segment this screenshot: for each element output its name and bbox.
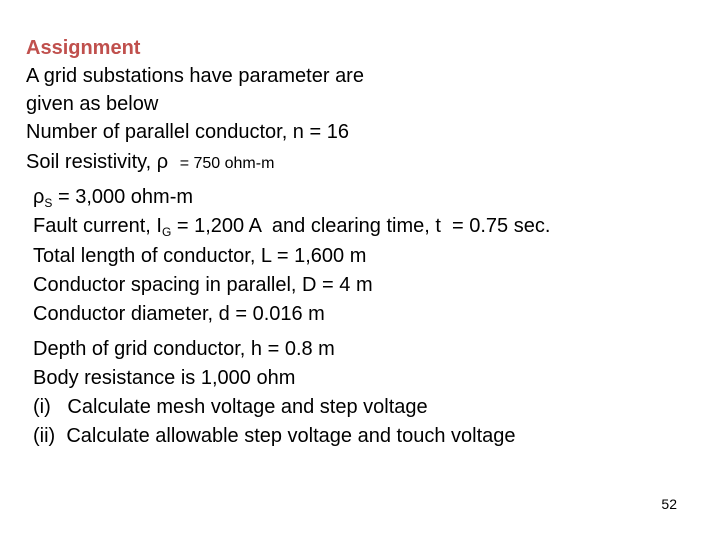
fault-current-subscript: G: [161, 225, 172, 239]
grid-depth-line: Depth of grid conductor, h = 0.8 m: [33, 338, 335, 360]
rho-subscript: S: [44, 196, 53, 210]
intro-line-1: A grid substations have parameter are: [26, 65, 364, 87]
surface-resistivity-line: [33, 185, 193, 211]
surface-resistivity-value: = 3,000 ohm-m: [57, 186, 194, 208]
conductor-spacing-line: Conductor spacing in parallel, D = 4 m: [33, 274, 373, 296]
conductor-count-line: Number of parallel conductor, n = 16: [26, 121, 349, 143]
total-length-line: Total length of conductor, L = 1,600 m: [33, 245, 367, 267]
fault-current-prefix: Fault current, I: [33, 215, 162, 237]
fault-current-line: [33, 214, 550, 240]
rho-symbol: ρ: [33, 186, 45, 208]
conductor-diameter-line: Conductor diameter, d = 0.016 m: [33, 303, 325, 325]
page-number: 52: [661, 496, 677, 512]
soil-resistivity-value: = 750 ohm-m: [179, 155, 275, 172]
fault-current-rest: = 1,200 A and clearing time, t = 0.75 sec.: [171, 215, 551, 237]
assignment-heading: Assignment: [26, 37, 141, 59]
body-resistance-line: Body resistance is 1,000 ohm: [33, 367, 296, 389]
task-1-line: (i) Calculate mesh voltage and step voltage: [33, 396, 428, 418]
soil-resistivity-line: [26, 150, 274, 176]
intro-line-2: given as below: [26, 93, 159, 115]
task-2-line: (ii) Calculate allowable step voltage and touch voltage: [33, 425, 516, 447]
soil-resistivity-label: Soil resistivity, ρ: [26, 151, 169, 173]
